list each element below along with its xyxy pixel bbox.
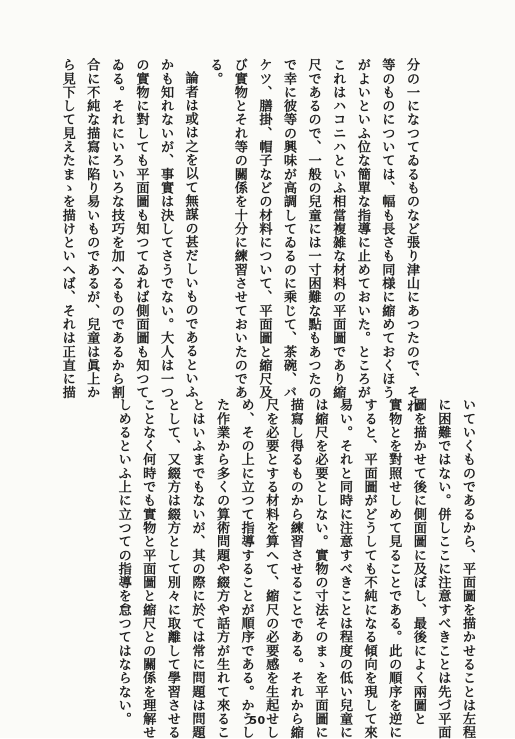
text-column: がよいといふ位な簡單な指導に止めておいた。ところが bbox=[354, 58, 370, 400]
text-column: 描寫し得るものから練習させることである。それから縮 bbox=[287, 398, 303, 739]
text-block-top bbox=[54, 58, 423, 413]
text-column: これはハコニハといふ相當複雑な材料の平面圖であり縮 bbox=[330, 58, 346, 400]
text-column: とはいふまでもないが、其の際に於ては常に問題は問題 bbox=[189, 398, 205, 739]
text-column: の實物に對しても平面圖も知つてゐれば側面圖も知つて bbox=[133, 58, 149, 400]
text-column: 尺であるので、一般の兒童には一寸困難な點もあつたの bbox=[305, 58, 321, 400]
text-column: る。 bbox=[207, 58, 223, 86]
text-column: に困難ではない。併しここに注意すべきことは先づ平面 bbox=[435, 398, 451, 739]
text-column: は縮尺を必要としない。實物の寸法そのまゝを平面圖に bbox=[312, 398, 328, 739]
text-column: いていくものであるから、平面圖を描かせることは左程 bbox=[460, 398, 475, 739]
text-column: 等のものについては、幅も長さも同様に縮めておくほう bbox=[379, 58, 395, 400]
text-column: かも知れないが、事實は決してさうでない。大人は一つ bbox=[158, 58, 174, 400]
text-column: で幸に彼等の興味が高調してゐるのに乘じて、茶碗、バ bbox=[281, 58, 297, 400]
text-column: 論者は或は之を以て無謀の甚だしいものであるといふ bbox=[182, 71, 198, 399]
text-column: 實物とを對照せしめて見ることである。此の順序を逆に bbox=[386, 398, 402, 739]
text-column: ケツ、膳掛、帽子などの材料について、平面圖と縮尺及 bbox=[256, 58, 272, 400]
page-number: 50 bbox=[249, 714, 266, 727]
text-column: び實物とそれ等の關係を十分に練習させておいたのであ bbox=[231, 58, 247, 400]
text-column: た作業から多くの算術問題や綴方や話方が生れて來るこ bbox=[214, 398, 230, 739]
text-column: ら見下して見えたまゝを描けといへば、それは正直に描 bbox=[59, 58, 75, 400]
text-column: 尺を必要とする材料を算へて、縮尺の必要感を生起せし bbox=[263, 398, 279, 739]
text-column: しめるといふ上に立つての指導を怠つてはならない。 bbox=[115, 398, 131, 726]
text-column: 合に不純な描寫に陷り易いものであるが、兒童は眞上か bbox=[84, 58, 100, 400]
text-column: すると、平面圖がどうしても不純になる傾向を現して來 bbox=[361, 398, 377, 739]
text-column: 分の一になつてゐるものなど張り津山にあつたので、それ bbox=[404, 58, 419, 413]
text-column: ことなく何時でも實物と平面圖と縮尺との關係を理解せ bbox=[140, 398, 156, 739]
text-column: め、その上に立つて指導することが順序である。かうし bbox=[238, 398, 254, 739]
text-column: 圖を描かせて後に側面圖に及ぼし、最後によく兩圖と bbox=[410, 398, 426, 726]
text-column: として、又綴方は綴方として別々に取離して學習させる bbox=[164, 398, 180, 739]
text-column: ゐる。それにいろいろな技巧を加へるものであるから割 bbox=[108, 58, 124, 400]
text-column: 易い。それと同時に注意すべきことは程度の低い兒童に bbox=[337, 398, 353, 739]
